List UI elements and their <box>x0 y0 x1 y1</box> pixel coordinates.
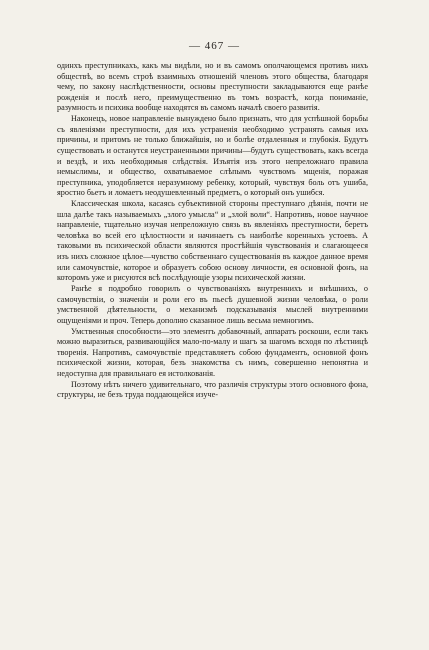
paragraph-1: одинхъ преступникахъ, какъ мы видѣли, но и въ самомъ ополчающемся противъ нихъ обществѣ, во всемъ строѣ взаимныхъ отношеній членовъ этого общества, благодаря чему, по закону наслѣдственности, основы преступности закладываются еще ранѣе рожденія и послѣ него, преимущественно въ томъ возрастѣ, когда пониманіе, разумность и психика вообще находятся въ самомъ началѣ своего развитія. <box>57 61 368 113</box>
paragraph-5: Умственныя способности—это элементъ добавочный, аппаратъ роскоши, если такъ можно выразиться, развивающійся мало-по-малу и шагъ за шагомъ всходя по лѣстницѣ творенія. Напротивъ, самочувствіе представляетъ собою фундаментъ, основной фонъ психической жизни, которая, безъ знакомства съ нимъ, совершенно непонятна и недоступна для правильнаго ея истолкованія. <box>57 326 368 378</box>
paragraph-3: Классическая школа, касаясь субъективной стороны преступнаго дѣянія, почти не шла далѣе такъ называемыхъ „злого умысла“ и „злой воли“. Напротивъ, новое научное направленіе, тщательно изучая непреложную связь въ явленіяхъ преступности, беретъ человѣка во всей его цѣлостности и начинаетъ съ наиболѣе коренныхъ устоевъ. А таковыми въ психической области являются простѣйшія чувствованія и слагающееся изъ нихъ сложное цѣлое—чувство собственнаго существованія въ каждое данное время или самочувствіе, которое и образуетъ собою основу личности, ея основной фонъ, на которомъ уже и рисуются всѣ послѣдующіе узоры психической жизни. <box>57 199 368 283</box>
paragraph-6: Поэтому нѣтъ ничего удивительнаго, что различія структуры этого основного фона, структуры, не безъ труда поддающейся изуче- <box>57 379 368 400</box>
body-text <box>57 61 368 401</box>
paragraph-2: Наконецъ, новое направленіе вынуждено было признать, что для успѣшной борьбы съ явленіями преступности, для ихъ устраненія необходимо устранять самыя ихъ причины, и притомъ не только ближайшія, но и болѣе отдаленныя и глубокія. Будутъ существовать и останутся неустраненными причины—будутъ существовать, какъ всегда и вездѣ, и ихъ необходимыя слѣдствія. Изъятія изъ этого непреложнаго правила немыслимы, и общество, охватываемое слѣпымъ чувствомъ мщенія, поражая преступника, уподобляется неразумному ребенку, который, чувствуя боль отъ ушиба, яростно бьетъ и ломаетъ неодушевленный предметъ, о который онъ ушибся. <box>57 114 368 198</box>
paragraph-4: Ранѣе я подробно говорилъ о чувствованіяхъ внутреннихъ и внѣшнихъ, о самочувствіи, о значеніи и роли его въ пьесѣ душевной жизни человѣка, о роли умственной дѣятельности, о механизмѣ подсказыванія мыслей внутренними ощущеніями и проч. Теперь дополню сказанное лишь весьма немногимъ. <box>57 284 368 325</box>
page-number: — 467 — <box>189 40 240 52</box>
